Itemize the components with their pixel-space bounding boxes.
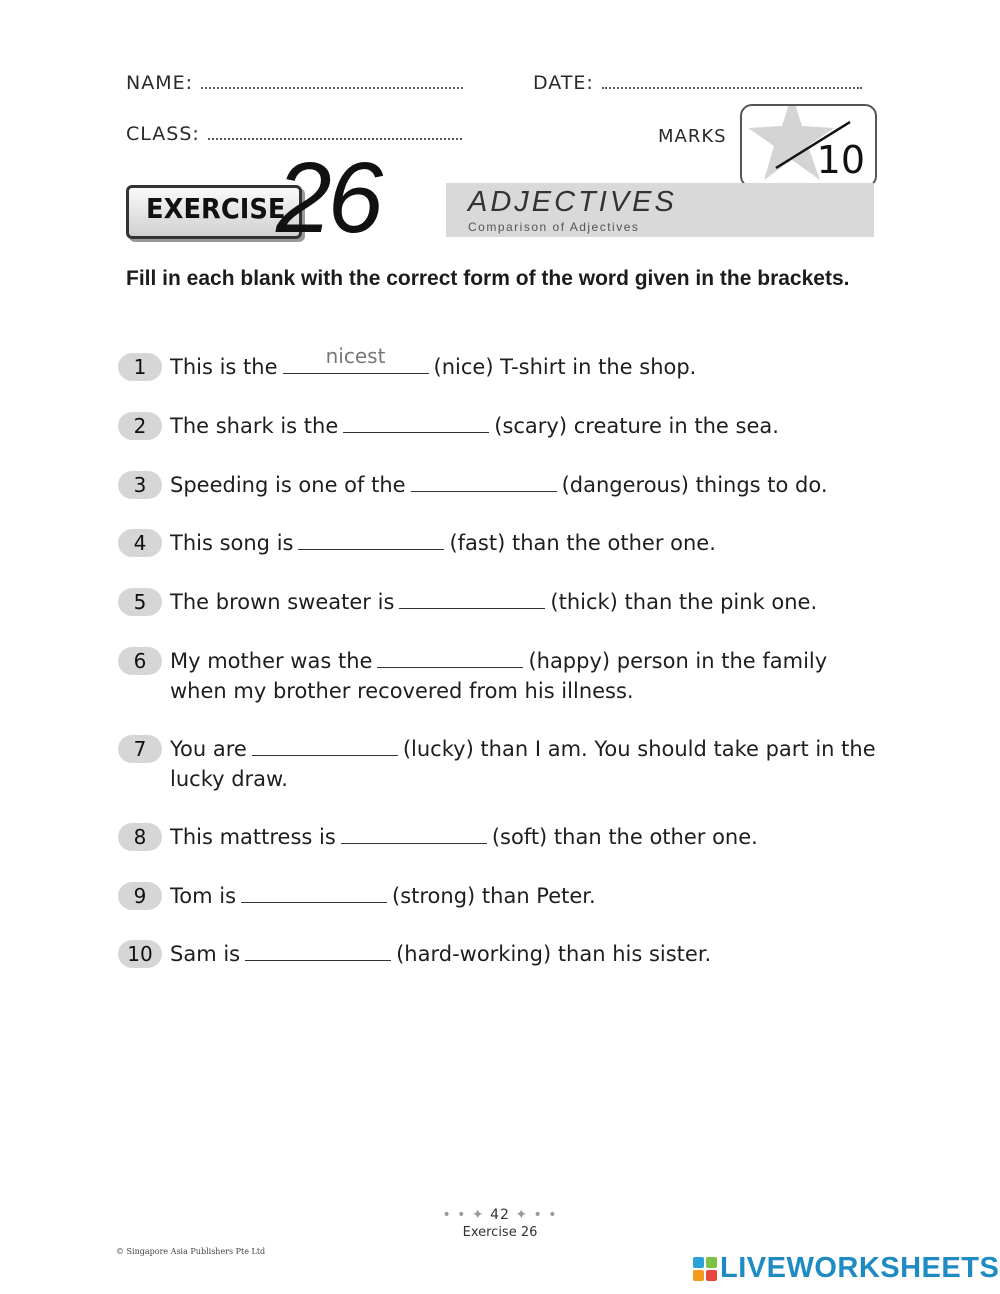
- liveworksheets-brand[interactable]: LIVEWORKSHEETS: [720, 1252, 1000, 1284]
- question-suffix: (hard-working) than his sister.: [396, 942, 712, 966]
- question-text: [170, 587, 890, 617]
- class-line[interactable]: [208, 134, 462, 140]
- question-number: 2: [118, 412, 162, 440]
- question-suffix: (nice) T-shirt in the shop.: [433, 355, 697, 379]
- question-prefix: Speeding is one of the: [170, 473, 406, 497]
- name-label: NAME:: [126, 72, 194, 94]
- question-prefix: This is the: [170, 355, 278, 379]
- answer-blank[interactable]: [252, 735, 398, 756]
- page-exercise: Exercise 26: [462, 1225, 538, 1240]
- answer-blank[interactable]: [245, 940, 391, 961]
- topic-title: ADJECTIVES: [468, 186, 677, 218]
- question-number: 7: [118, 735, 162, 763]
- answer-blank[interactable]: [411, 471, 557, 492]
- question-number: 9: [118, 882, 162, 910]
- liveworksheets-logo-icon: [692, 1256, 718, 1282]
- instruction: Fill in each blank with the correct form of the word given in the brackets.: [126, 267, 850, 290]
- question-number: 10: [118, 940, 162, 968]
- class-label: CLASS:: [126, 123, 200, 145]
- question-text: [170, 646, 890, 706]
- page-number-value: 42: [490, 1207, 510, 1223]
- date-label: DATE:: [533, 72, 594, 94]
- exercise-label: EXERCISE: [146, 192, 286, 225]
- answer-blank[interactable]: [399, 588, 545, 609]
- answer-blank[interactable]: [241, 882, 387, 903]
- question-prefix: You are: [170, 737, 247, 761]
- topic-subtitle: Comparison of Adjectives: [468, 220, 640, 234]
- answer-blank[interactable]: [377, 647, 523, 668]
- question-number: 4: [118, 529, 162, 557]
- question-text: [170, 344, 890, 382]
- answer-text: nicest: [325, 344, 386, 368]
- question-suffix: (thick) than the pink one.: [550, 590, 818, 614]
- copyright: © Singapore Asia Publishers Pte Ltd: [116, 1247, 266, 1256]
- question-number: 6: [118, 647, 162, 675]
- question-prefix: My mother was the: [170, 649, 373, 673]
- answer-blank[interactable]: [343, 412, 489, 433]
- question-suffix: (soft) than the other one.: [491, 825, 758, 849]
- question-number: 8: [118, 823, 162, 851]
- date-field[interactable]: [533, 72, 862, 94]
- question-prefix: This song is: [170, 531, 294, 555]
- exercise-number: 26: [276, 142, 380, 254]
- question-suffix: (scary) creature in the sea.: [494, 414, 779, 438]
- question-text: [170, 939, 890, 969]
- question-suffix: (happy) person in the family when my brother recovered from his illness.: [170, 649, 828, 703]
- date-line[interactable]: [602, 83, 862, 89]
- question-prefix: Sam is: [170, 942, 241, 966]
- question-number: 5: [118, 588, 162, 616]
- question-suffix: (fast) than the other one.: [449, 531, 716, 555]
- name-line[interactable]: [201, 83, 463, 89]
- question-text: [170, 528, 890, 558]
- question-text: [170, 470, 890, 500]
- question-text: [170, 734, 890, 794]
- question-text: [170, 411, 890, 441]
- answer-blank[interactable]: [283, 344, 429, 374]
- question-suffix: (lucky) than I am. You should take part in the lucky draw.: [170, 737, 876, 791]
- question-suffix: (strong) than Peter.: [392, 884, 596, 908]
- question-prefix: The shark is the: [170, 414, 339, 438]
- name-field[interactable]: [126, 72, 463, 94]
- page-number: • • ✦ 42 ✦ • •: [442, 1207, 558, 1223]
- answer-blank[interactable]: [298, 529, 444, 550]
- marks-label: MARKS: [658, 126, 727, 147]
- question-suffix: (dangerous) things to do.: [561, 473, 828, 497]
- question-text: [170, 881, 890, 911]
- question-prefix: This mattress is: [170, 825, 336, 849]
- question-prefix: The brown sweater is: [170, 590, 395, 614]
- question-number: 3: [118, 471, 162, 499]
- marks-box[interactable]: [740, 104, 877, 188]
- question-text: [170, 822, 890, 852]
- answer-blank[interactable]: [341, 823, 487, 844]
- marks-total: 10: [816, 138, 865, 182]
- question-number: 1: [118, 353, 162, 381]
- question-prefix: Tom is: [170, 884, 237, 908]
